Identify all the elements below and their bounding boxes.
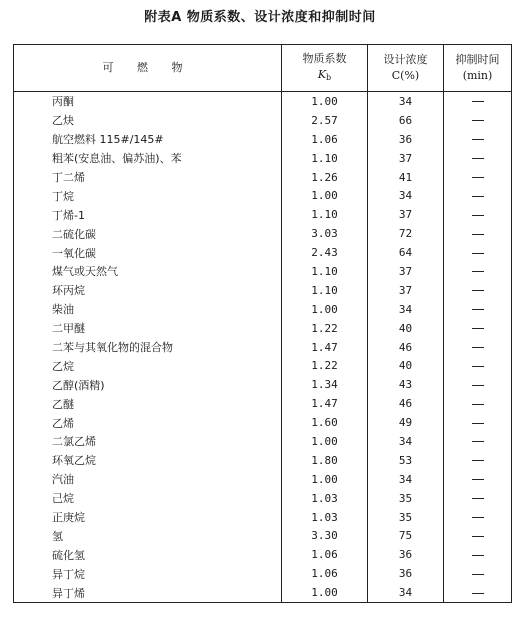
cell-combustible: 丁烷 [52,189,74,203]
header-substance-factor-symbol [282,67,367,86]
header-combustible: 可 燃 物 [14,45,282,92]
cell-design-concentration: 34 [368,583,444,602]
table-row [14,186,512,205]
table-row [14,300,512,319]
cell-combustible: 乙醇(酒精) [52,378,105,392]
cell-substance-factor: 1.06 [282,564,368,583]
cell-design-concentration: 43 [368,375,444,394]
table-row [14,262,512,281]
cell-inhibition-time [444,243,512,262]
table-row [14,375,512,394]
table-row [14,508,512,527]
cell-design-concentration: 37 [368,262,444,281]
cell-substance-factor: 1.10 [282,281,368,300]
dash-mark [472,120,484,121]
cell-inhibition-time [444,394,512,413]
cell-substance-factor: 1.34 [282,375,368,394]
cell-inhibition-time [444,545,512,564]
cell-inhibition-time [444,281,512,300]
cell-substance-factor: 1.00 [282,92,368,111]
cell-inhibition-time [444,564,512,583]
cell-substance-factor: 1.26 [282,168,368,187]
cell-combustible: 丁二烯 [52,171,85,184]
header-inhibition-time-unit: (min) [462,69,493,82]
cell-inhibition-time [444,224,512,243]
cell-inhibition-time [444,92,512,111]
cell-design-concentration: 72 [368,224,444,243]
cell-combustible: 粗苯(安息油、偏苏油)、苯 [52,152,182,166]
cell-inhibition-time [444,451,512,470]
cell-inhibition-time [444,205,512,224]
cell-inhibition-time [444,300,512,319]
cell-design-concentration: 34 [368,92,444,111]
header-inhibition-time [444,45,512,92]
cell-inhibition-time [444,356,512,375]
cell-design-concentration: 37 [368,205,444,224]
substance-table [13,44,512,603]
cell-substance-factor: 3.03 [282,224,368,243]
dash-mark [472,385,484,386]
cell-design-concentration: 37 [368,281,444,300]
dash-mark [472,139,484,140]
cell-design-concentration: 46 [368,338,444,357]
cell-inhibition-time [444,526,512,545]
dash-mark [472,177,484,178]
cell-combustible: 煤气或天然气 [52,265,118,279]
dash-mark [472,158,484,159]
cell-inhibition-time [444,319,512,338]
table-row [14,451,512,470]
dash-mark [472,290,484,291]
table-row [14,489,512,508]
cell-substance-factor: 1.00 [282,583,368,602]
dash-mark [472,366,484,367]
cell-design-concentration: 34 [368,300,444,319]
cell-design-concentration: 34 [368,186,444,205]
cell-combustible: 硫化氢 [52,548,85,562]
cell-substance-factor: 1.00 [282,470,368,489]
dash-mark [472,517,484,518]
table-row [14,394,512,413]
header-row [14,45,512,92]
header-inhibition-time-label: 抑制时间 [455,53,500,66]
cell-combustible: 乙烷 [52,359,74,373]
cell-inhibition-time [444,262,512,281]
cell-inhibition-time [444,489,512,508]
dash-mark [472,253,484,254]
table-row [14,470,512,489]
table-row [14,243,512,262]
table-body [14,92,512,603]
cell-substance-factor: 1.00 [282,186,368,205]
cell-combustible: 航空燃料 115#/145# [52,133,164,147]
cell-inhibition-time [444,130,512,149]
cell-substance-factor: 1.22 [282,356,368,375]
table-row [14,281,512,300]
cell-design-concentration: 37 [368,149,444,168]
dash-mark [472,555,484,556]
cell-design-concentration: 34 [368,470,444,489]
table-row [14,432,512,451]
dash-mark [472,196,484,197]
cell-inhibition-time [444,432,512,451]
table-row [14,111,512,130]
table-row [14,356,512,375]
cell-substance-factor: 1.00 [282,300,368,319]
cell-substance-factor: 1.80 [282,451,368,470]
cell-inhibition-time [444,583,512,602]
cell-design-concentration: 35 [368,508,444,527]
dash-mark [472,215,484,216]
cell-combustible: 柴油 [52,303,74,317]
cell-combustible: 环丙烷 [52,284,85,298]
dash-mark [472,271,484,272]
table-row [14,545,512,564]
cell-design-concentration: 49 [368,413,444,432]
header-design-concentration-label: 设计浓度 [383,53,428,66]
cell-combustible: 正庚烷 [52,511,85,525]
cell-inhibition-time [444,186,512,205]
header-substance-factor [282,45,368,92]
cell-inhibition-time [444,111,512,130]
header-design-concentration [368,45,444,92]
table-row [14,205,512,224]
dash-mark [472,498,484,499]
cell-design-concentration: 75 [368,526,444,545]
cell-combustible: 二硫化碳 [52,227,96,241]
cell-substance-factor: 1.03 [282,508,368,527]
cell-substance-factor: 1.10 [282,262,368,281]
cell-substance-factor: 1.10 [282,149,368,168]
cell-design-concentration: 35 [368,489,444,508]
cell-combustible: 汽油 [52,473,74,487]
cell-inhibition-time [444,508,512,527]
dash-mark [472,347,484,348]
header-substance-factor-label: 物质系数 [302,51,347,65]
cell-inhibition-time [444,338,512,357]
dash-mark [472,479,484,480]
cell-design-concentration: 36 [368,545,444,564]
header-design-concentration-unit: C(%) [391,69,420,82]
dash-mark [472,423,484,424]
cell-design-concentration: 64 [368,243,444,262]
cell-substance-factor: 1.60 [282,413,368,432]
cell-substance-factor: 1.47 [282,338,368,357]
cell-combustible: 环氧乙烷 [52,454,96,468]
cell-combustible: 二苯与其氧化物的混合物 [52,341,173,355]
cell-substance-factor: 1.06 [282,545,368,564]
cell-combustible: 乙烯 [52,416,74,430]
table-row [14,224,512,243]
cell-substance-factor: 2.43 [282,243,368,262]
cell-combustible: 二甲醚 [52,322,85,336]
cell-inhibition-time [444,375,512,394]
cell-design-concentration: 66 [368,111,444,130]
header-k-symbol: K [317,67,327,81]
table-row [14,92,512,111]
cell-combustible: 己烷 [52,492,74,506]
cell-design-concentration: 36 [368,130,444,149]
dash-mark [472,328,484,329]
table-row [14,564,512,583]
table-row [14,168,512,187]
cell-design-concentration: 41 [368,168,444,187]
dash-mark [472,234,484,235]
cell-combustible: 乙醚 [52,397,74,411]
cell-combustible: 乙炔 [52,114,74,128]
cell-combustible: 丙酮 [52,95,74,109]
table-row [14,413,512,432]
cell-substance-factor: 1.47 [282,394,368,413]
cell-substance-factor: 1.22 [282,319,368,338]
table-row [14,319,512,338]
cell-inhibition-time [444,470,512,489]
cell-design-concentration: 34 [368,432,444,451]
cell-combustible: 二氯乙烯 [52,435,96,449]
cell-combustible: 氢 [52,529,63,543]
dash-mark [472,536,484,537]
cell-inhibition-time [444,149,512,168]
cell-substance-factor: 1.10 [282,205,368,224]
cell-design-concentration: 53 [368,451,444,470]
cell-combustible: 异丁烷 [52,567,85,581]
dash-mark [472,101,484,102]
table-row [14,338,512,357]
cell-substance-factor: 1.03 [282,489,368,508]
dash-mark [472,404,484,405]
cell-substance-factor: 2.57 [282,111,368,130]
cell-inhibition-time [444,413,512,432]
dash-mark [472,309,484,310]
cell-combustible: 丁烯-1 [52,208,85,222]
table-row [14,526,512,545]
cell-inhibition-time [444,168,512,187]
cell-combustible: 异丁烯 [52,586,85,600]
table-row [14,130,512,149]
cell-substance-factor: 3.30 [282,526,368,545]
table-row [14,583,512,602]
cell-design-concentration: 36 [368,564,444,583]
cell-design-concentration: 40 [368,319,444,338]
table-title: 附表A 物质系数、设计浓度和抑制时间 [144,10,376,25]
dash-mark [472,593,484,594]
dash-mark [472,460,484,461]
cell-design-concentration: 40 [368,356,444,375]
cell-substance-factor: 1.06 [282,130,368,149]
cell-design-concentration: 46 [368,394,444,413]
cell-substance-factor: 1.00 [282,432,368,451]
dash-mark [472,441,484,442]
dash-mark [472,574,484,575]
cell-combustible: 一氧化碳 [52,246,96,260]
header-k-subscript: b [326,72,332,82]
table-row [14,149,512,168]
